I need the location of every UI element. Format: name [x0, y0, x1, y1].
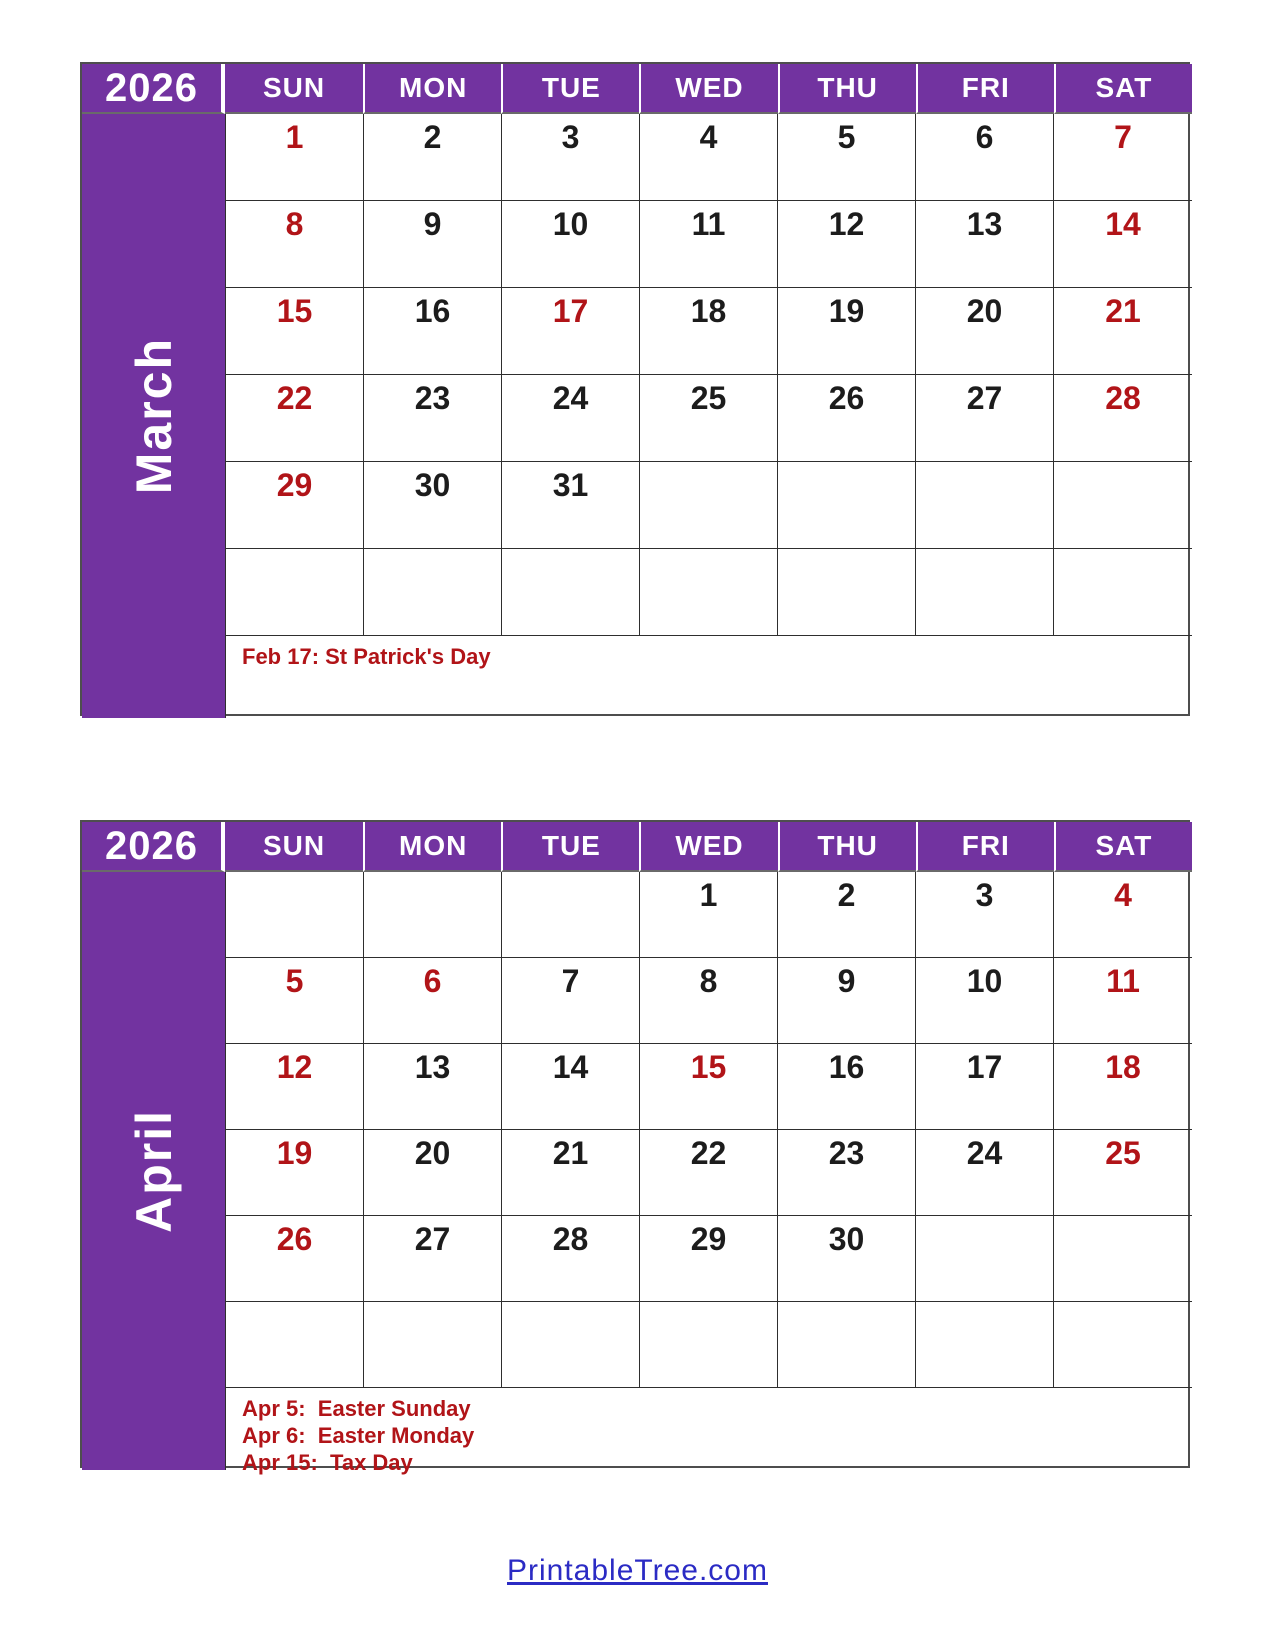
day-header-sun: SUN — [225, 822, 363, 872]
day-header-wed: WED — [639, 822, 777, 872]
date-cell-empty — [916, 1302, 1054, 1388]
date-cell-empty — [364, 872, 502, 958]
date-cell-march-1: 1 — [226, 114, 364, 201]
date-cell-march-6: 6 — [916, 114, 1054, 201]
date-cell-april-25: 25 — [1054, 1130, 1192, 1216]
date-cell-april-22: 22 — [640, 1130, 778, 1216]
year-label: 2026 — [82, 64, 225, 114]
day-header-mon: MON — [363, 64, 501, 114]
date-cell-april-20: 20 — [364, 1130, 502, 1216]
date-cell-april-19: 19 — [226, 1130, 364, 1216]
march-calendar — [80, 62, 1190, 716]
date-cell-empty — [778, 462, 916, 549]
date-cell-march-8: 8 — [226, 201, 364, 288]
date-cell-march-27: 27 — [916, 375, 1054, 462]
day-header-fri: FRI — [916, 822, 1054, 872]
date-cell-april-13: 13 — [364, 1044, 502, 1130]
holiday-notes — [225, 1388, 1192, 1475]
date-cell-march-22: 22 — [226, 375, 364, 462]
date-cell-march-30: 30 — [364, 462, 502, 549]
date-cell-march-19: 19 — [778, 288, 916, 375]
date-cell-april-26: 26 — [226, 1216, 364, 1302]
date-cell-empty — [364, 1302, 502, 1388]
date-cell-empty — [364, 549, 502, 636]
month-label: March — [125, 337, 182, 495]
date-cell-april-2: 2 — [778, 872, 916, 958]
day-header-mon: MON — [363, 822, 501, 872]
april-calendar — [80, 820, 1190, 1475]
date-cell-march-4: 4 — [640, 114, 778, 201]
day-header-tue: TUE — [501, 822, 639, 872]
month-sidebar — [82, 872, 225, 1470]
day-header-sun: SUN — [225, 64, 363, 114]
date-cell-march-12: 12 — [778, 201, 916, 288]
day-header-sat: SAT — [1054, 822, 1192, 872]
date-cell-march-23: 23 — [364, 375, 502, 462]
date-cell-april-30: 30 — [778, 1216, 916, 1302]
date-cell-empty — [226, 549, 364, 636]
date-cell-empty — [640, 1302, 778, 1388]
date-cell-march-20: 20 — [916, 288, 1054, 375]
date-cell-empty — [916, 1216, 1054, 1302]
date-cell-march-7: 7 — [1054, 114, 1192, 201]
footer — [0, 1554, 1275, 1588]
date-cell-empty — [1054, 1216, 1192, 1302]
date-cell-march-5: 5 — [778, 114, 916, 201]
date-cell-empty — [1054, 1302, 1192, 1388]
date-grid — [225, 114, 1192, 636]
date-cell-april-29: 29 — [640, 1216, 778, 1302]
date-cell-april-17: 17 — [916, 1044, 1054, 1130]
date-cell-empty — [640, 462, 778, 549]
date-cell-empty — [502, 872, 640, 958]
date-cell-march-24: 24 — [502, 375, 640, 462]
date-cell-march-26: 26 — [778, 375, 916, 462]
month-sidebar — [82, 114, 225, 718]
date-cell-march-10: 10 — [502, 201, 640, 288]
holiday-note: Apr 5: Easter Sunday — [242, 1396, 471, 1421]
holiday-note: Apr 15: Tax Day — [242, 1450, 413, 1475]
date-cell-march-28: 28 — [1054, 375, 1192, 462]
date-cell-march-14: 14 — [1054, 201, 1192, 288]
date-cell-empty — [640, 549, 778, 636]
date-cell-march-29: 29 — [226, 462, 364, 549]
date-cell-april-5: 5 — [226, 958, 364, 1044]
date-cell-march-3: 3 — [502, 114, 640, 201]
date-cell-march-13: 13 — [916, 201, 1054, 288]
day-header-thu: THU — [778, 822, 916, 872]
date-cell-empty — [1054, 549, 1192, 636]
date-cell-march-25: 25 — [640, 375, 778, 462]
date-cell-march-2: 2 — [364, 114, 502, 201]
date-cell-april-8: 8 — [640, 958, 778, 1044]
date-cell-empty — [778, 1302, 916, 1388]
date-cell-april-7: 7 — [502, 958, 640, 1044]
date-cell-empty — [916, 462, 1054, 549]
date-cell-empty — [226, 872, 364, 958]
date-cell-march-18: 18 — [640, 288, 778, 375]
date-cell-empty — [502, 1302, 640, 1388]
date-grid — [225, 872, 1192, 1388]
month-label: April — [125, 1109, 182, 1233]
day-header-sat: SAT — [1054, 64, 1192, 114]
holiday-note: Apr 6: Easter Monday — [242, 1423, 475, 1448]
weekday-header-row — [225, 822, 1192, 872]
date-cell-empty — [226, 1302, 364, 1388]
date-cell-april-10: 10 — [916, 958, 1054, 1044]
holiday-notes — [225, 636, 1192, 718]
date-cell-april-3: 3 — [916, 872, 1054, 958]
date-cell-april-28: 28 — [502, 1216, 640, 1302]
date-cell-empty — [1054, 462, 1192, 549]
date-cell-empty — [502, 549, 640, 636]
date-cell-april-14: 14 — [502, 1044, 640, 1130]
date-cell-march-17: 17 — [502, 288, 640, 375]
weekday-header-row — [225, 64, 1192, 114]
date-cell-march-31: 31 — [502, 462, 640, 549]
day-header-fri: FRI — [916, 64, 1054, 114]
day-header-wed: WED — [639, 64, 777, 114]
date-cell-april-6: 6 — [364, 958, 502, 1044]
date-cell-march-15: 15 — [226, 288, 364, 375]
date-cell-april-18: 18 — [1054, 1044, 1192, 1130]
date-cell-april-1: 1 — [640, 872, 778, 958]
date-cell-march-21: 21 — [1054, 288, 1192, 375]
year-label: 2026 — [82, 822, 225, 872]
date-cell-empty — [778, 549, 916, 636]
printabletree-link[interactable]: PrintableTree.com — [507, 1554, 768, 1587]
date-cell-march-16: 16 — [364, 288, 502, 375]
day-header-thu: THU — [778, 64, 916, 114]
day-header-tue: TUE — [501, 64, 639, 114]
date-cell-april-4: 4 — [1054, 872, 1192, 958]
date-cell-april-15: 15 — [640, 1044, 778, 1130]
date-cell-march-9: 9 — [364, 201, 502, 288]
holiday-note: Feb 17: St Patrick's Day — [242, 644, 491, 669]
date-cell-april-9: 9 — [778, 958, 916, 1044]
date-cell-april-23: 23 — [778, 1130, 916, 1216]
date-cell-march-11: 11 — [640, 201, 778, 288]
date-cell-empty — [916, 549, 1054, 636]
date-cell-april-16: 16 — [778, 1044, 916, 1130]
date-cell-april-27: 27 — [364, 1216, 502, 1302]
date-cell-april-21: 21 — [502, 1130, 640, 1216]
date-cell-april-12: 12 — [226, 1044, 364, 1130]
date-cell-april-11: 11 — [1054, 958, 1192, 1044]
date-cell-april-24: 24 — [916, 1130, 1054, 1216]
